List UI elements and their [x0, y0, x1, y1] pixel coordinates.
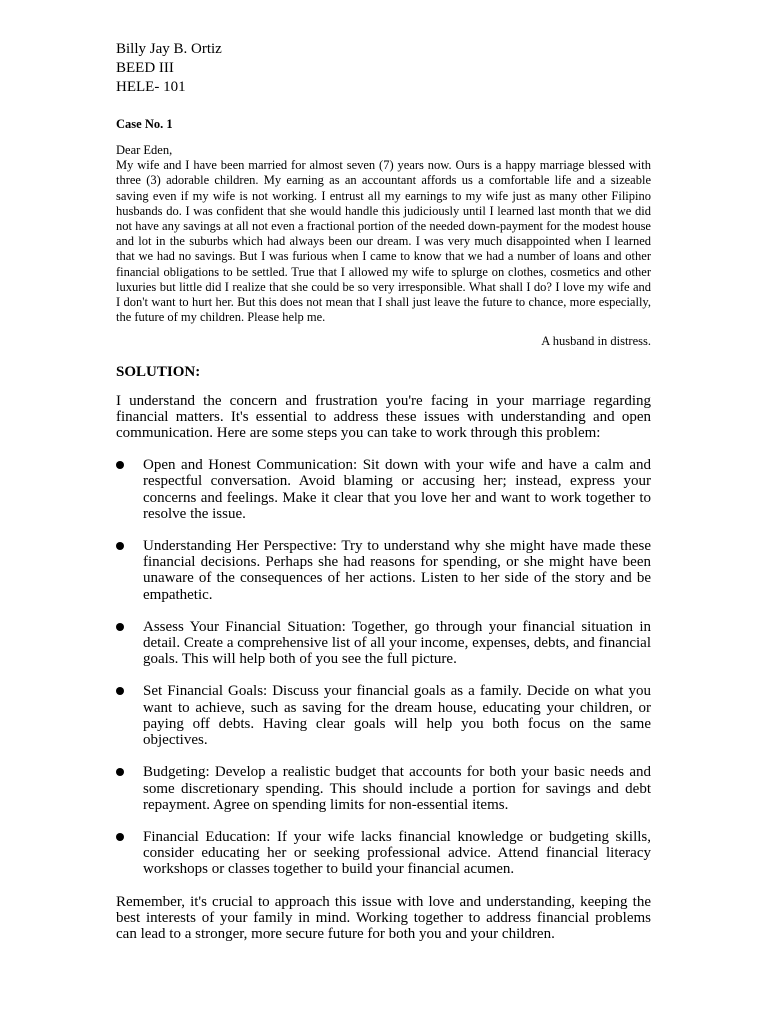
bullet-icon	[116, 542, 124, 550]
letter-body: My wife and I have been married for almost seven (7) years now. Ours is a happy marriage blessed with three (3) adorable children. My earning as an accountant affords us a comfortable life and a sizeable saving even if my wife is not working. I entrust all my earnings to my wife just as many other Filipino husbands do. I was confident that she would handle this judiciously until I learned last month that we did not have any savings at all not even a fractional portion of the needed down-payment for the modest house and lot in the suburbs which had always been our dream. I was very much disappointed when I learned that we had no savings. But I was furious when I came to know that we had a number of loans and other financial obligations to be settled. True that I allowed my wife to splurge on clothes, cosmetics and other luxuries but little did I realize that she could be so very irresponsible. What shall I do? I love my wife and I don't want to hurt her. But this does not mean that I shall just leave the future to chance, more especially, the future of my children. Please help me.	[116, 158, 651, 325]
bullet-icon	[116, 461, 124, 469]
document-page	[116, 40, 651, 942]
list-item	[116, 829, 651, 878]
list-item	[116, 538, 651, 603]
step-text: Open and Honest Communication: Sit down with your wife and have a calm and respectful conversation. Avoid blaming or accusing her; instead, express your concerns and feelings. Make it clear that you love her and want to work together to resolve the issue.	[143, 457, 651, 522]
letter-block	[116, 143, 651, 325]
step-text: Assess Your Financial Situation: Together, go through your financial situation in detail. Create a comprehensive list of all your income, expenses, debts, and financial goals. This will help both of you see the full picture.	[143, 618, 651, 668]
course-level: BEED III	[116, 60, 174, 76]
step-text: Budgeting: Develop a realistic budget that accounts for both your basic needs and some discretionary spending. This should include a portion for savings and debt repayment. Agree on spending limits for non-essential items.	[143, 764, 651, 813]
subject-code: HELE- 101	[116, 79, 186, 95]
solution-intro: I understand the concern and frustration you're facing in your marriage regarding financial matters. It's essential to address these issues with understanding and open communication. Here are some steps you can take to work through this problem:	[116, 392, 651, 442]
letter-salutation: Dear Eden,	[116, 143, 173, 157]
solution-heading: SOLUTION:	[116, 363, 201, 380]
step-text: Understanding Her Perspective: Try to understand why she might have made these financial decisions. Perhaps she had reasons for spending, or she might have been unaware of the consequences of her actions. Listen to her side of the story and be empathetic.	[143, 538, 651, 603]
step-text: Financial Education: If your wife lacks financial knowledge or budgeting skills, consider educating her or seeking professional advice. Attend financial literacy workshops or classes together to build your financial acumen.	[143, 828, 651, 878]
list-item	[116, 764, 651, 813]
case-title: Case No. 1	[116, 117, 173, 131]
closing-paragraph: Remember, it's crucial to approach this issue with love and understanding, keeping the best interests of your family in mind. Working together to address financial problems can lead to a stronger, more secure future for both you and your children.	[116, 893, 651, 942]
list-item	[116, 683, 651, 748]
bullet-icon	[116, 623, 124, 631]
author-name: Billy Jay B. Ortiz	[116, 41, 222, 57]
list-item	[116, 457, 651, 522]
step-text: Set Financial Goals: Discuss your financial goals as a family. Decide on what you want to achieve, such as saving for the dream house, educating your children, or paying off debts. Having clear goals will help you both focus on the same objectives.	[143, 683, 651, 749]
bullet-icon	[116, 833, 124, 841]
steps-list	[116, 457, 651, 877]
bullet-icon	[116, 687, 124, 695]
bullet-icon	[116, 768, 124, 776]
list-item	[116, 619, 651, 668]
letter-signoff: A husband in distress.	[541, 334, 651, 349]
